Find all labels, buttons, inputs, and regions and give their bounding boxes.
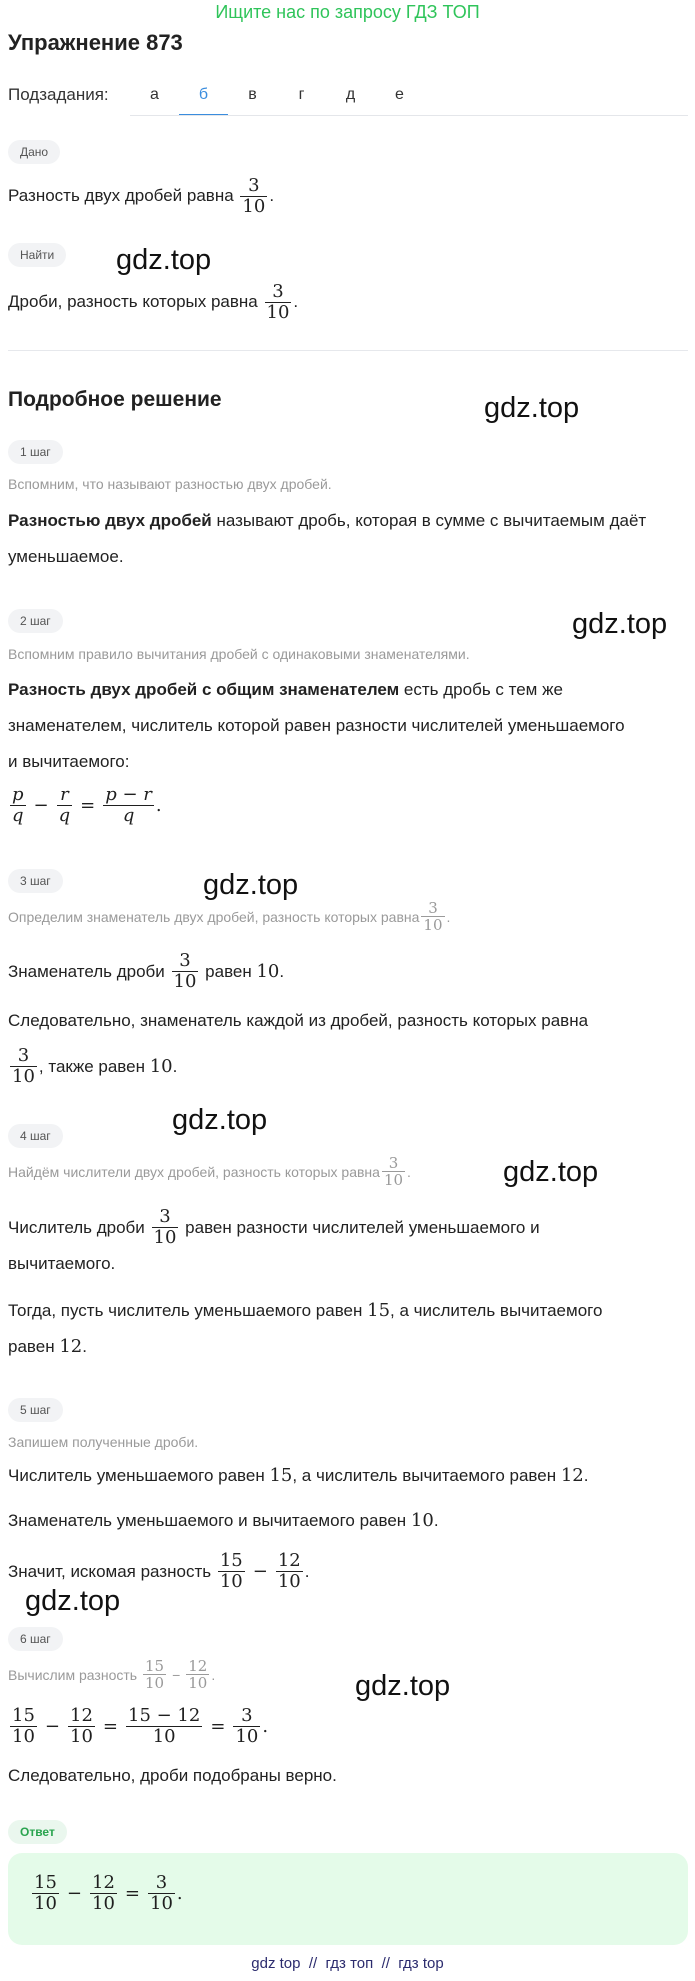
text: Числитель дроби	[8, 1217, 145, 1237]
frac-num: 12	[277, 1550, 301, 1571]
text: , а числитель вычитаемого	[390, 1301, 603, 1320]
step6-conclusion: Следовательно, дроби подобраны верно.	[8, 1766, 337, 1785]
frac-den: 10	[144, 1674, 165, 1692]
frac-den: q	[58, 805, 71, 826]
text: , также равен	[38, 1056, 145, 1076]
value: 10	[256, 960, 280, 982]
given-label: Разность двух дробей равна	[8, 185, 234, 205]
frac-den: 10	[235, 1726, 259, 1747]
operator: −	[66, 1883, 82, 1904]
fraction	[172, 951, 199, 992]
step3-line1	[8, 951, 284, 992]
frac-den: 10	[173, 971, 197, 992]
frac-den: q	[12, 805, 24, 826]
frac-num: 3	[159, 1206, 171, 1227]
step3-line3	[8, 1046, 177, 1087]
text: равен	[205, 961, 252, 981]
step1-chip: 1 шаг	[8, 440, 63, 464]
operator: −	[44, 1716, 60, 1737]
frac-den: 10	[188, 1674, 208, 1692]
watermark: gdz.top	[484, 392, 580, 424]
step4-chip: 4 шаг	[8, 1124, 63, 1148]
term: Разность двух дробей с общим знаменателем	[8, 680, 400, 699]
watermark: gdz.top	[203, 869, 299, 901]
subtasks-label: Подзадания:	[8, 85, 109, 104]
find-chip-wrap	[8, 243, 66, 267]
fraction	[68, 1706, 95, 1747]
hint-fraction	[143, 1658, 166, 1691]
frac-num: 12	[70, 1705, 93, 1726]
answer-box	[8, 1853, 688, 1945]
text: Числитель уменьшаемого равен	[8, 1466, 265, 1485]
frac-num: 3	[155, 1872, 168, 1893]
divider	[8, 350, 688, 351]
operator: =	[124, 1883, 140, 1904]
given-chip-wrap	[8, 140, 60, 164]
punct: .	[304, 1561, 310, 1581]
step6-equation	[8, 1706, 268, 1747]
frac-num: 15	[144, 1657, 165, 1675]
operator: =	[102, 1716, 118, 1737]
hint-fraction	[421, 900, 444, 933]
hint-text: Найдём числители двух дробей, разность которых равна	[8, 1163, 380, 1180]
value: 15	[367, 1300, 391, 1321]
punct: .	[82, 1337, 87, 1356]
answer-chip: Ответ	[8, 1820, 67, 1844]
frac-num: 3	[388, 1154, 399, 1172]
step4-line4	[8, 1329, 87, 1365]
tab-v[interactable]: в	[248, 86, 257, 103]
watermark: gdz.top	[572, 608, 668, 640]
fraction	[10, 1706, 37, 1747]
fraction	[10, 1046, 37, 1087]
frac-den: 10	[153, 1227, 177, 1248]
tabs-divider	[130, 115, 688, 116]
frac-num: 12	[188, 1657, 208, 1675]
value: 10	[410, 1510, 434, 1531]
frac-num: 3	[17, 1045, 30, 1066]
punct: .	[433, 1511, 439, 1530]
step1-hint: Вспомним, что называют разностью двух дробей.	[8, 476, 332, 492]
frac-den: 10	[70, 1726, 93, 1747]
operator: −	[172, 1666, 181, 1683]
watermark: gdz.top	[355, 1670, 451, 1702]
step5-hint: Запишем полученные дроби.	[8, 1434, 199, 1450]
punct: .	[155, 795, 162, 816]
frac-num: 15	[219, 1550, 243, 1571]
frac-num: 3	[179, 950, 191, 971]
subtask-tabs	[130, 80, 424, 116]
text: Знаменатель уменьшаемого и вычитаемого равен	[8, 1511, 407, 1530]
tab-d[interactable]: д	[345, 86, 356, 103]
answer-equation	[30, 1873, 183, 1914]
text: равен	[8, 1337, 55, 1356]
step2-line3: и вычитаемого:	[8, 752, 130, 771]
value: 15	[269, 1465, 293, 1486]
text: называют дробь, которая в сумме с вычитаемым даёт	[211, 511, 647, 530]
punct: .	[262, 1716, 269, 1737]
watermark: gdz.top	[25, 1585, 121, 1617]
find-label: Дроби, разность которых равна	[8, 291, 258, 311]
frac-p-q	[10, 785, 26, 826]
watermark: gdz.top	[503, 1156, 599, 1188]
term: Разностью двух дробей	[8, 511, 212, 530]
frac-den: 10	[12, 1066, 35, 1087]
step2-formula: $\frac{p}{q}$ − $\frac{r}{q}$ = $\frac{p - r}{q}$ .	[12, 784, 162, 826]
step3-hint	[8, 900, 450, 933]
hint-fraction	[186, 1658, 209, 1691]
step3-chip-wrap	[8, 869, 63, 893]
frac-den: q	[122, 805, 135, 826]
frac-den: 10	[383, 1171, 404, 1189]
fraction	[233, 1706, 260, 1747]
step2-hint: Вспомним правило вычитания дробей с одинаковыми знаменателями.	[8, 646, 470, 662]
frac-den: 10	[152, 1726, 176, 1747]
text: есть дробь с тем же	[399, 680, 563, 699]
tab-a[interactable]: а	[150, 86, 159, 103]
frac-num: 12	[92, 1872, 115, 1893]
fraction	[152, 1207, 179, 1248]
step3-line2: Следовательно, знаменатель каждой из дробей, разность которых равна	[8, 1011, 589, 1030]
fraction	[32, 1873, 59, 1914]
frac-den: 10	[266, 302, 290, 323]
step5-line2	[8, 1503, 439, 1539]
frac-num: 15	[34, 1872, 57, 1893]
frac-pr-q	[103, 785, 154, 826]
frac-num: 3	[428, 899, 438, 917]
fraction	[276, 1551, 303, 1592]
frac-num: 3	[248, 175, 260, 196]
hint-fraction	[382, 1155, 405, 1188]
value: 12	[59, 1336, 83, 1357]
operator: −	[252, 1560, 268, 1582]
frac-den: 10	[423, 916, 443, 934]
punct: .	[293, 291, 299, 311]
frac-den: 10	[92, 1893, 115, 1914]
frac-num: 3	[241, 1705, 253, 1726]
fraction	[126, 1706, 202, 1747]
tab-b[interactable]: б	[179, 80, 228, 116]
fraction	[218, 1551, 245, 1592]
punct: .	[269, 185, 275, 205]
given-chip: Дано	[8, 140, 60, 164]
frac-num: p − r	[105, 784, 152, 805]
tab-e[interactable]: е	[395, 86, 404, 103]
operator: =	[210, 1716, 226, 1737]
punct: .	[279, 961, 285, 981]
value: 10	[149, 1055, 173, 1077]
find-chip: Найти	[8, 243, 66, 267]
frac-num: 15 − 12	[128, 1705, 201, 1726]
value: 12	[560, 1465, 584, 1486]
step6-chip: 6 шаг	[8, 1627, 63, 1651]
frac-num: r	[60, 784, 69, 805]
find-fraction	[265, 282, 292, 323]
step1-line2: уменьшаемое.	[8, 547, 124, 566]
frac-den: 10	[242, 196, 266, 217]
text: Тогда, пусть числитель уменьшаемого равен	[8, 1301, 363, 1320]
step3-chip: 3 шаг	[8, 869, 63, 893]
watermark: gdz.top	[172, 1104, 268, 1136]
frac-num: p	[12, 784, 24, 805]
hint-text: Определим знаменатель двух дробей, разность которых равна	[8, 908, 420, 925]
step4-line3	[8, 1293, 602, 1329]
punct: .	[407, 1163, 411, 1180]
solution-title: Подробное решение	[8, 388, 222, 411]
find-text	[8, 282, 298, 323]
step1-chip-wrap	[8, 440, 63, 464]
frac-num: 15	[12, 1705, 35, 1726]
step4-hint	[8, 1155, 411, 1188]
frac-den: 10	[12, 1726, 35, 1747]
fraction	[90, 1873, 117, 1914]
footer-links[interactable]: gdz top // гдз топ // гдз top	[251, 1955, 444, 1972]
step4-chip-wrap	[8, 1124, 63, 1148]
punct: .	[583, 1466, 589, 1485]
punct: .	[176, 1883, 183, 1904]
frac-num: 3	[272, 281, 284, 302]
punct: .	[172, 1056, 178, 1076]
given-text	[8, 176, 274, 217]
answer-chip-wrap	[8, 1820, 67, 1844]
page-title: Упражнение 873	[8, 30, 183, 55]
step5-chip: 5 шаг	[8, 1398, 63, 1422]
step5-line1	[8, 1458, 588, 1494]
step6-hint	[8, 1658, 215, 1691]
step2-line2: знаменателем, числитель которой равен разности числителей уменьшаемого	[8, 716, 625, 735]
step2-chip: 2 шаг	[8, 609, 63, 633]
step2-chip-wrap	[8, 609, 63, 633]
text: , а числитель вычитаемого равен	[292, 1466, 557, 1485]
frac-den: 10	[150, 1893, 173, 1914]
text: Значит, искомая разность	[8, 1561, 212, 1581]
punct: .	[211, 1666, 216, 1683]
tab-g[interactable]: г	[298, 86, 305, 103]
top-banner: Ищите нас по запросу ГДЗ ТОП	[215, 2, 480, 22]
step6-chip-wrap	[8, 1627, 63, 1651]
step4-line1	[8, 1207, 540, 1248]
step5-chip-wrap	[8, 1398, 63, 1422]
step4-line2: вычитаемого.	[8, 1254, 116, 1273]
hint-text: Вычислим разность	[8, 1666, 138, 1683]
step2-line1	[8, 672, 563, 708]
step1-line1	[8, 503, 646, 539]
fraction	[148, 1873, 175, 1914]
frac-den: 10	[34, 1893, 57, 1914]
frac-den: 10	[219, 1571, 243, 1592]
given-fraction	[240, 176, 267, 217]
watermark: gdz.top	[116, 244, 212, 276]
text: равен разности числителей уменьшаемого и	[185, 1217, 540, 1237]
frac-den: 10	[277, 1571, 301, 1592]
text: Знаменатель дроби	[8, 961, 165, 981]
frac-r-q	[57, 785, 73, 826]
punct: .	[446, 908, 451, 925]
